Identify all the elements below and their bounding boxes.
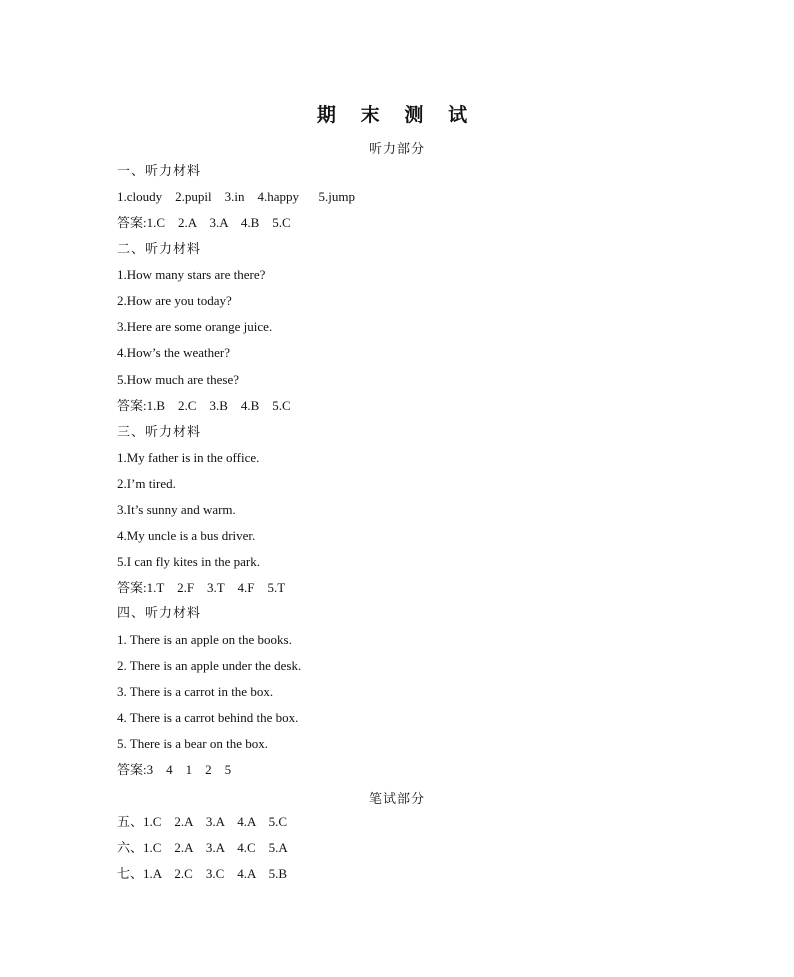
section-3-item-3: 3.It’s sunny and warm. — [117, 502, 236, 517]
section-2-answers: 答案:1.B 2.C 3.B 4.B 5.C — [117, 398, 291, 413]
section-2-item-4: 4.How’s the weather? — [117, 345, 230, 360]
page-title: 期 末 测 试 — [316, 105, 478, 126]
section-3-item-4: 4.My uncle is a bus driver. — [117, 528, 256, 543]
section-4-heading: 四、听力材料 — [117, 605, 202, 620]
section-3-item-5: 5.I can fly kites in the park. — [117, 554, 260, 569]
section-5-answers: 五、1.C 2.A 3.A 4.A 5.C — [117, 814, 288, 829]
section-3-answers: 答案:1.T 2.F 3.T 4.F 5.T — [117, 580, 286, 595]
section-3-heading: 三、听力材料 — [117, 424, 202, 439]
section-1-heading: 一、听力材料 — [117, 163, 202, 178]
section-4-item-5: 5. There is a bear on the box. — [117, 736, 269, 751]
section-1-words: 1.cloudy 2.pupil 3.in 4.happy 5.jump — [117, 189, 355, 204]
section-heading-written: 笔试部分 — [368, 791, 425, 806]
section-4-answers: 答案:3 4 1 2 5 — [117, 762, 232, 777]
section-4-item-4: 4. There is a carrot behind the box. — [117, 710, 299, 725]
section-2-item-5: 5.How much are these? — [117, 372, 240, 387]
section-4-item-2: 2. There is an apple under the desk. — [117, 658, 302, 673]
section-heading-listening: 听力部分 — [368, 141, 425, 156]
section-4-item-3: 3. There is a carrot in the box. — [117, 684, 274, 699]
section-7-answers: 七、1.A 2.C 3.C 4.A 5.B — [117, 866, 288, 881]
section-2-item-2: 2.How are you today? — [117, 293, 232, 308]
section-6-answers: 六、1.C 2.A 3.A 4.C 5.A — [117, 840, 288, 855]
section-2-item-3: 3.Here are some orange juice. — [117, 319, 273, 334]
section-2-heading: 二、听力材料 — [117, 241, 202, 256]
section-1-answers: 答案:1.C 2.A 3.A 4.B 5.C — [117, 215, 291, 230]
section-2-item-1: 1.How many stars are there? — [117, 267, 266, 282]
section-4-item-1: 1. There is an apple on the books. — [117, 632, 292, 647]
section-3-item-2: 2.I’m tired. — [117, 476, 176, 491]
section-3-item-1: 1.My father is in the office. — [117, 450, 260, 465]
